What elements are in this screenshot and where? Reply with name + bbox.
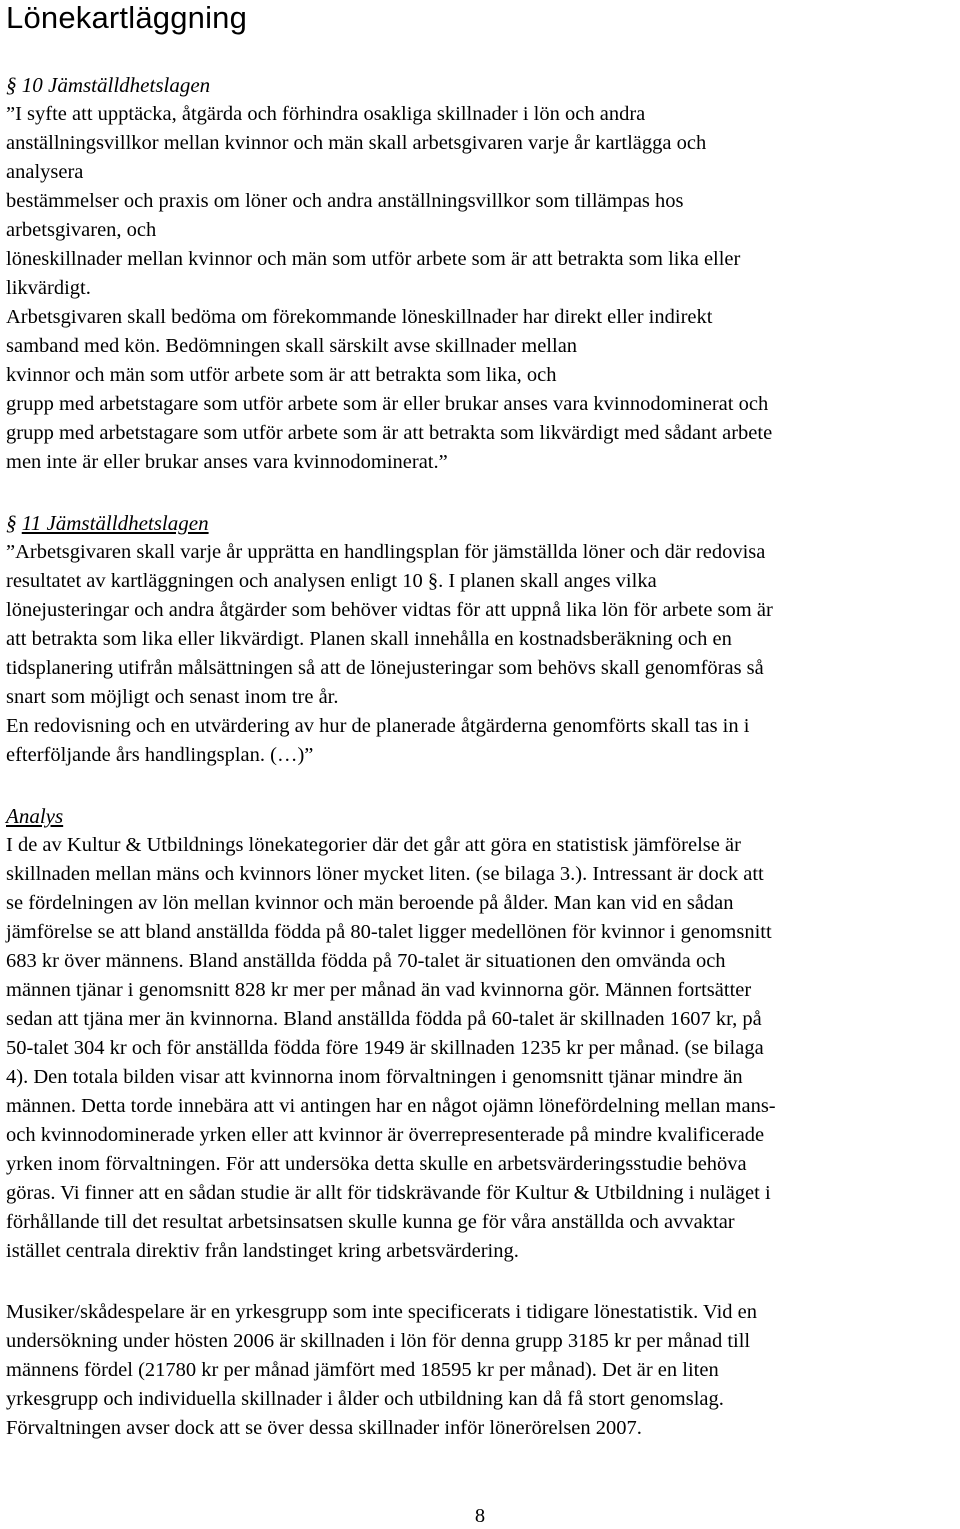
analys-line: 683 kr över männens. Bland anställda födda på 70-talet är situationen den omvända och <box>6 950 726 972</box>
musiker-line: undersökning under hösten 2006 är skillnaden i lön för denna grupp 3185 kr per månad till <box>6 1330 751 1352</box>
analys-line: männen. Detta torde innebära att vi antingen har en något ojämn lönefördelning mellan mans- <box>6 1095 776 1117</box>
analys-line: männen tjänar i genomsnitt 828 kr mer per månad än vad kvinnorna gör. Männen fortsätter <box>6 979 752 1001</box>
musiker-line: Musiker/skådespelare är en yrkesgrupp som inte specificerats i tidigare lönestatistik. Vid en <box>6 1301 757 1323</box>
musiker-line: Förvaltningen avser dock att se över dessa skillnader inför lönerörelsen 2007. <box>6 1417 642 1439</box>
analys-line: istället centrala direktiv från landstinget kring arbetsvärdering. <box>6 1240 519 1262</box>
analys-line: och kvinnodominerade yrken eller att kvinnor är överrepresenterade på mindre kvalificerade <box>6 1124 765 1146</box>
section-11-line: efterföljande års handlingsplan. (…)” <box>6 744 314 766</box>
section-11-line: snart som möjligt och senast inom tre år. <box>6 686 339 708</box>
section-10-line: men inte är eller brukar anses vara kvinnodominerat.” <box>6 451 448 473</box>
section-10-line: likvärdigt. <box>6 277 91 299</box>
section-10-line: ”I syfte att upptäcka, åtgärda och förhindra osakliga skillnader i lön och andra <box>6 103 646 125</box>
musiker-line: männens fördel (21780 kr per månad jämfört med 18595 kr per månad). Det är en liten <box>6 1359 719 1381</box>
analys-section <box>6 802 954 1266</box>
section-10-line: bestämmelser och praxis om löner och andra anställningsvillkor som tillämpas hos <box>6 190 684 212</box>
section-11-line: tidsplanering utifrån målsättningen så att de lönejusteringar som behövs skall genomföras så <box>6 657 764 679</box>
section-10-line: kvinnor och män som utför arbete som är att betrakta som lika, och <box>6 364 557 386</box>
analys-line: yrken inom förvaltningen. För att undersöka detta skulle en arbetsvärderingsstudie behöva <box>6 1153 747 1175</box>
section-11-heading <box>6 509 954 538</box>
musiker-section <box>6 1298 954 1443</box>
analys-line: förhållande till det resultat arbetsinsatsen skulle kunna ge för våra anställda och avvaktar <box>6 1211 735 1233</box>
section-11-heading-text: 11 Jämställdhetslagen <box>21 511 209 535</box>
analys-line: 50-talet 304 kr och för anställda födda före 1949 är skillnaden 1235 kr per månad. (se bilaga <box>6 1037 764 1059</box>
page-title: Lönekartläggning <box>6 0 248 35</box>
analys-line: sedan att tjäna mer än kvinnorna. Bland anställda födda på 60-talet är skillnaden 1607 kr, på <box>6 1008 762 1030</box>
section-10-line: grupp med arbetstagare som utför arbete som är eller brukar anses vara kvinnodominerat och <box>6 393 769 415</box>
section-10 <box>6 71 954 477</box>
section-11-line: En redovisning och en utvärdering av hur de planerade åtgärderna genomförts skall tas in i <box>6 715 750 737</box>
section-11-line: att betrakta som lika eller likvärdigt. Planen skall innehålla en kostnadsberäkning och en <box>6 628 732 650</box>
analys-line: göras. Vi finner att en sådan studie är allt för tidskrävande för Kultur & Utbildning i nuläget i <box>6 1182 771 1204</box>
analys-line: jämförelse se att bland anställda födda på 80-talet ligger medellönen för kvinnor i genomsnitt <box>6 921 772 943</box>
page-number: 8 <box>474 1505 486 1527</box>
section-10-heading: § 10 Jämställdhetslagen <box>6 73 211 97</box>
section-11-line: resultatet av kartläggningen och analysen enligt 10 §. I planen skall anges vilka <box>6 570 657 592</box>
section-10-line: anställningsvillkor mellan kvinnor och män skall arbetsgivaren varje år kartlägga och <box>6 132 707 154</box>
musiker-line: yrkesgrupp och individuella skillnader i ålder och utbildning kan då få stort genomslag. <box>6 1388 724 1410</box>
analys-line: I de av Kultur & Utbildnings lönekategorier där det går att göra en statistisk jämförelse är <box>6 834 741 856</box>
section-10-line: arbetsgivaren, och <box>6 219 157 241</box>
section-10-line: löneskillnader mellan kvinnor och män som utför arbete som är att betrakta som lika eller <box>6 248 741 270</box>
paragraph-sign: § <box>6 511 17 535</box>
section-10-line: grupp med arbetstagare som utför arbete som är att betrakta som likvärdigt med sådant arbete <box>6 422 773 444</box>
section-10-line: samband med kön. Bedömningen skall särskilt avse skillnader mellan <box>6 335 578 357</box>
section-11 <box>6 509 954 770</box>
analys-line: skillnaden mellan mäns och kvinnors löner mycket liten. (se bilaga 3.). Intressant är dock att <box>6 863 764 885</box>
analys-line: se fördelningen av lön mellan kvinnor och män beroende på ålder. Man kan vid en sådan <box>6 892 734 914</box>
section-10-line: analysera <box>6 161 84 183</box>
section-11-line: ”Arbetsgivaren skall varje år upprätta en handlingsplan för jämställda löner och där redovisa <box>6 541 766 563</box>
section-10-line: Arbetsgivaren skall bedöma om förekommande löneskillnader har direkt eller indirekt <box>6 306 713 328</box>
analys-heading: Analys <box>6 804 64 828</box>
analys-line: 4). Den totala bilden visar att kvinnorna inom förvaltningen i genomsnitt tjänar mindre än <box>6 1066 743 1088</box>
section-11-line: lönejusteringar och andra åtgärder som behöver vidtas för att uppnå lika lön för arbete som är <box>6 599 773 621</box>
